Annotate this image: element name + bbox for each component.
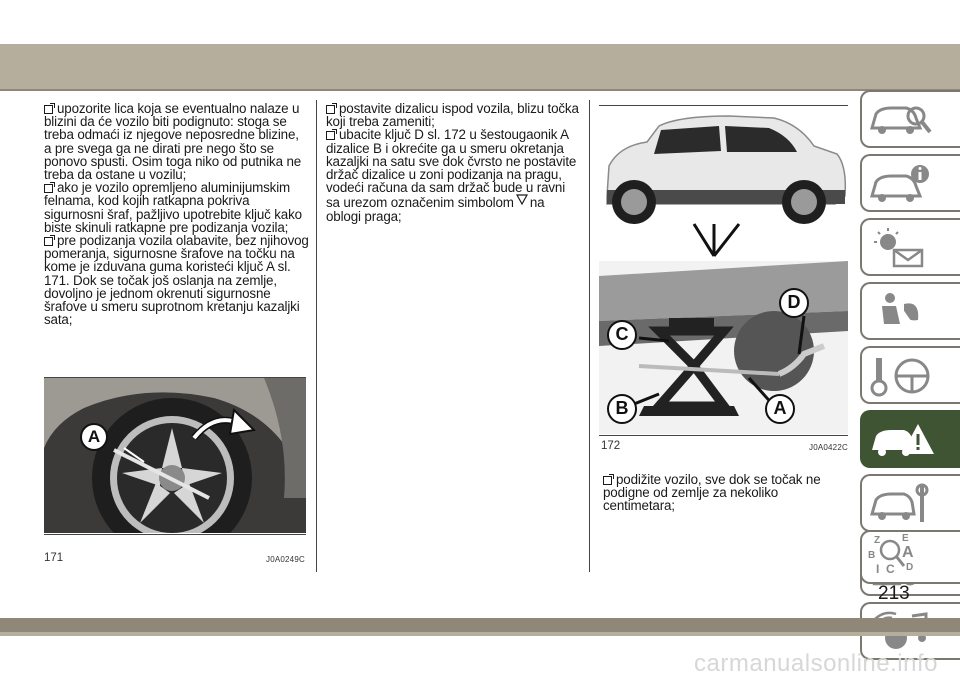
tab-car-tools[interactable]	[860, 474, 960, 532]
top-margin	[0, 0, 960, 44]
index-letter: C	[886, 562, 895, 576]
index-letter: I	[876, 562, 880, 576]
column-2	[326, 102, 580, 223]
tab-car-info[interactable]	[860, 154, 960, 212]
paragraph: podižite vozilo, sve dok se točak ne podigne od zemlje za nekoliko centimetara;	[603, 472, 821, 514]
index-letter: Z	[874, 535, 881, 546]
jack-illustration	[599, 106, 848, 434]
paragraph: pre podizanja vozila olabavite, bez njihovog pomeranja, sigurnosne šrafove na točku na kome je izduvana guma koristeći ključ A sl. 171. Dok se točak još oslanja na zemlje, dovoljno je jednom okrenuti sigurnosne šrafove u smeru suprotnom kretanju kazaljki sata;	[44, 233, 309, 328]
caption-rule	[44, 534, 306, 535]
car-tools-icon	[868, 482, 938, 526]
column-3	[603, 473, 849, 513]
callout-b: B	[607, 394, 637, 424]
checkbox-bullet-icon	[326, 105, 335, 114]
magnifier-icon	[878, 538, 906, 568]
footer-band-light	[0, 632, 960, 636]
car-search-icon	[868, 98, 938, 142]
callout-a: A	[80, 423, 108, 451]
index-letter: A	[902, 544, 914, 561]
figure-code: J0A0422C	[809, 443, 848, 452]
checkbox-bullet-icon	[326, 131, 335, 140]
footer-band	[0, 618, 960, 632]
callout-c: C	[607, 320, 637, 350]
seat-airbag-icon	[868, 290, 938, 334]
tab-key-steering[interactable]	[860, 346, 960, 404]
notch-triangle-icon	[516, 194, 528, 205]
column-divider	[589, 100, 590, 572]
car-info-icon	[868, 162, 938, 206]
figure-172-jack	[599, 106, 848, 434]
header-band	[0, 44, 960, 89]
tab-index[interactable]	[860, 530, 960, 584]
checkbox-bullet-icon	[44, 184, 53, 193]
tab-car-warning[interactable]	[860, 410, 960, 468]
column-divider	[316, 100, 317, 572]
checkbox-bullet-icon	[44, 237, 53, 246]
figure-code: J0A0249C	[266, 555, 305, 564]
lights-message-icon	[868, 226, 938, 270]
figure-number: 172	[601, 440, 621, 452]
watermark: carmanualsonline.info	[694, 650, 938, 677]
paragraph: ubacite ključ D sl. 172 u šestougaonik A dizalice B i okrećite ga u smeru okretanja kazaljki na satu sve dok čvrsto ne postavite držač dizalice u zoni podizanja na pragu, vodeći računa da sam držač bude u ravni sa urezom označenim simbolom na oblogi praga;	[326, 127, 577, 224]
tab-lights-message[interactable]	[860, 218, 960, 276]
index-letter: E	[902, 533, 909, 544]
caption-rule	[599, 435, 848, 436]
wheel-illustration	[44, 378, 306, 533]
figure-171-wheel-wrench	[44, 378, 306, 533]
key-steering-icon	[868, 354, 938, 398]
car-warning-icon	[868, 418, 938, 462]
index-letter: B	[868, 550, 876, 561]
figure-number: 171	[44, 552, 64, 564]
checkbox-bullet-icon	[44, 105, 53, 114]
paragraph: upozorite lica koja se eventualno nalaze u blizini da će vozilo biti podignuto: stoga se treba odmaći iz njegove neposredne blizine, a pre svega ga ne dirati pre nego što se ponovo spusti. Osim toga niko od putnika ne treba da ostane u vozilu;	[44, 101, 302, 183]
page-number: 213	[878, 583, 910, 604]
column-1	[44, 102, 309, 326]
header-rule	[0, 89, 960, 91]
tab-seat-airbag[interactable]	[860, 282, 960, 340]
tab-car-search[interactable]	[860, 90, 960, 148]
paragraph: ako je vozilo opremljeno aluminijumskim felnama, kod kojih ratkapna pokriva sigurnosni šraf, pažljivo upotrebite ključ kako biste skinuli ratkapne pre podizanja vozila;	[44, 180, 302, 235]
callout-d: D	[779, 288, 809, 318]
checkbox-bullet-icon	[603, 476, 612, 485]
callout-a: A	[765, 394, 795, 424]
paragraph: postavite dizalicu ispod vozila, blizu točka koji treba zameniti;	[326, 101, 579, 130]
index-letter: D	[906, 562, 914, 573]
